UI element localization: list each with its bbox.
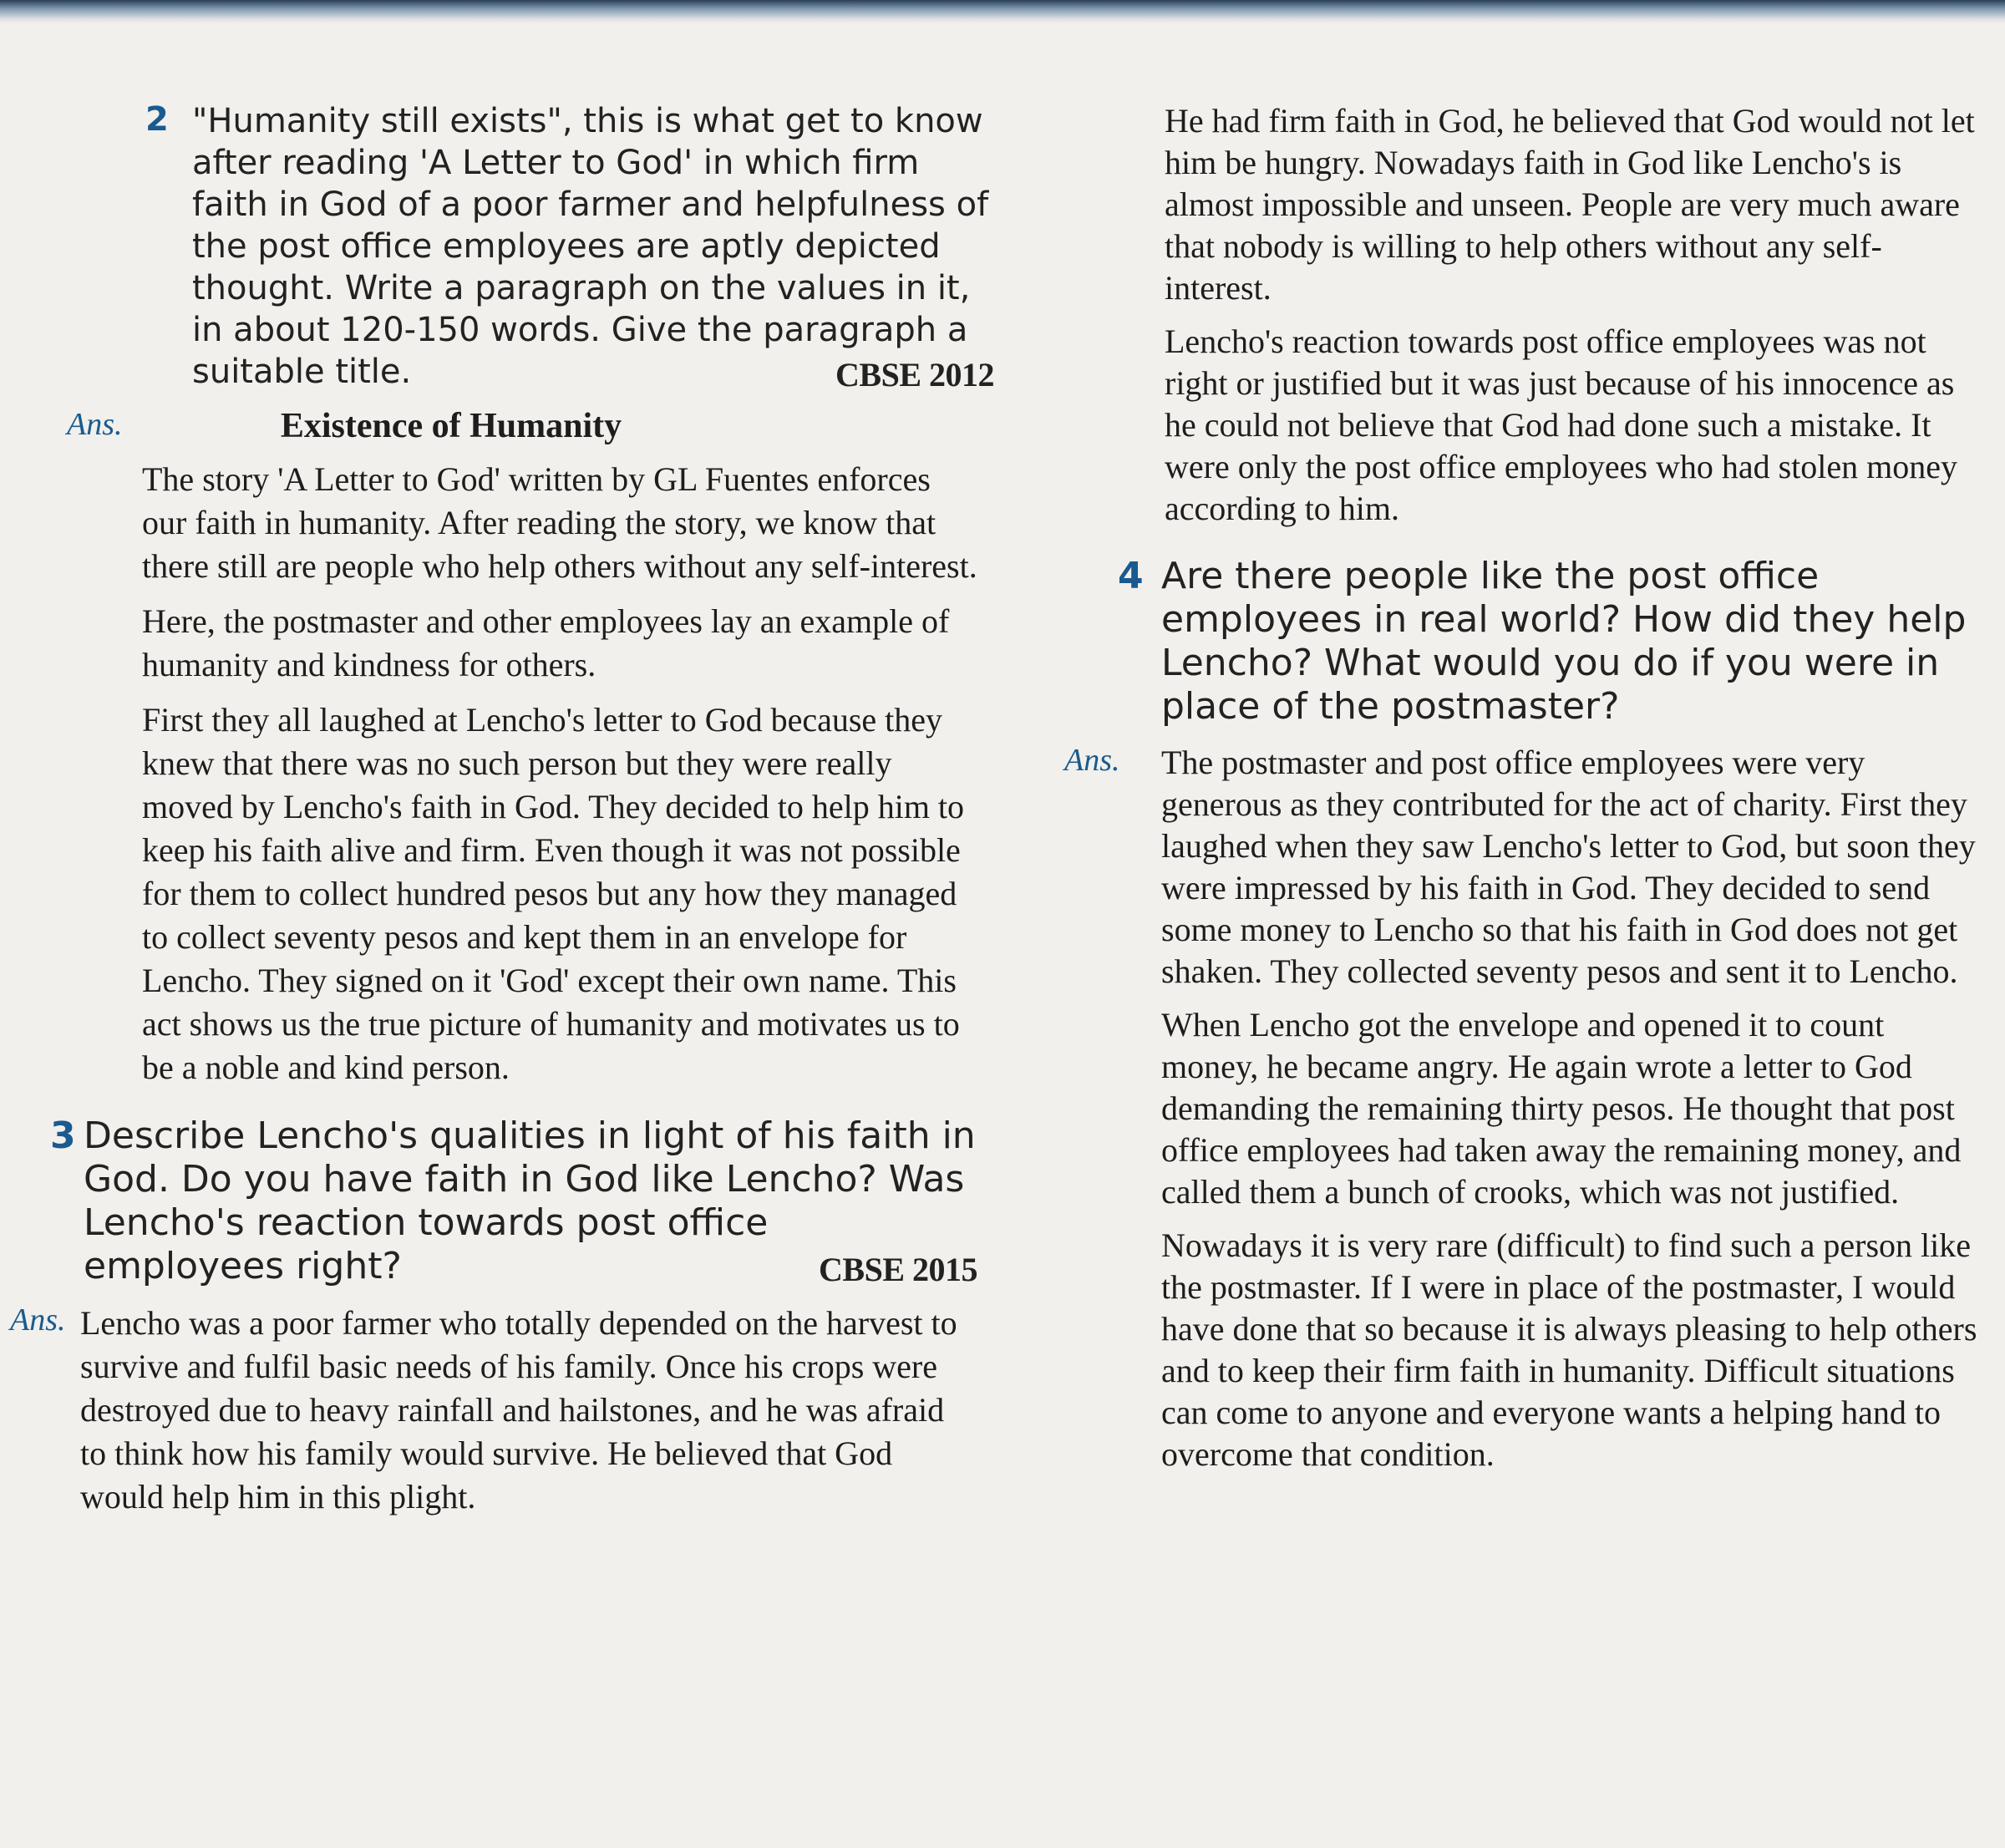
answer-3: [10, 1302, 994, 1519]
answer-paragraph: He had firm faith in God, he believed that God would not let him be hungry. Nowadays faith in God like Lencho's is almost impossible and unseen. People are very much aware that nobody is willing to help others without any self-interest.: [1165, 102, 1975, 307]
question-text: [84, 1114, 994, 1288]
question-number: 3: [50, 1114, 76, 1157]
answer-paragraph: The postmaster and post office employees were very generous as they contributed for the act of charity. First they laughed when they saw Lencho's letter to God, but soon they were impressed by his faith in God. They decided to send some money to Lencho so that his faith in God does not get shaken. They collected seventy pesos and sent it to Lencho.: [1161, 744, 1976, 990]
page-top-border: [0, 0, 2005, 23]
right-column: [1064, 100, 1988, 1487]
answer-label: Ans.: [67, 407, 123, 442]
answer-2: [33, 406, 994, 1089]
answer-label: Ans.: [1064, 743, 1120, 778]
question-3-text: Describe Lencho's qualities in light of his faith in God. Do you have faith in God like Lencho? Was Lencho's reaction towards post office employees right?: [84, 1114, 976, 1287]
question-2-text: "Humanity still exists", this is what get to know after reading 'A Letter to God' in which firm faith in God of a poor farmer and helpfulness of the post office employees are aptly depicted thought. Write a paragraph on the values in it, in about 120-150 words. Give the paragraph a suitable title.: [192, 102, 989, 391]
answer-paragraph: The story 'A Letter to God' written by GL Fuentes enforces our faith in humanity. After reading the story, we know that there still are people who help others without any self-interest.: [142, 460, 977, 585]
question-number: 4: [1118, 555, 1144, 597]
answer-paragraph: When Lencho got the envelope and opened it to count money, he became angry. He again wrote a letter to God demanding the remaining thirty pesos. He thought that post office employees had taken away the remaining money, and called them a bunch of crooks, which was not justified.: [1161, 1006, 1962, 1211]
answer-label: Ans.: [10, 1302, 66, 1338]
answer-paragraph: Here, the postmaster and other employees lay an example of humanity and kindness for others.: [142, 602, 950, 683]
answer-paragraph: Nowadays it is very rare (difficult) to find such a person like the postmaster. If I were in place of the postmaster, I would have done that so because it is always pleasing to help others and to keep their firm faith in humanity. Difficult situations can come to anyone and everyone wants a helping hand to overcome that condition.: [1161, 1226, 1977, 1473]
question-text: [159, 100, 994, 393]
answer-paragraph: Lencho was a poor farmer who totally depended on the harvest to survive and fulfil basic needs of his family. Once his crops were destroyed due to heavy rainfall and hailstones, and he was afraid to think how his family would survive. He believed that God would help him in this plight.: [80, 1304, 957, 1515]
question-text: Are there people like the post office employees in real world? How did they help Lencho? What would you do if you were in place of the postmaster?: [1161, 555, 1967, 728]
question-number: 2: [145, 100, 169, 139]
exam-tag: CBSE 2015: [819, 1251, 977, 1288]
question-4: [1118, 555, 1988, 729]
question-3: [33, 1114, 994, 1288]
exam-tag: CBSE 2012: [835, 356, 994, 393]
answer-title: Existence of Humanity: [280, 407, 622, 445]
left-column: [10, 100, 994, 1531]
answer-3-continued: [1136, 100, 1988, 530]
answer-paragraph: First they all laughed at Lencho's letter to God because they knew that there was no such person but they were really moved by Lencho's faith in God. They decided to help him to keep his faith alive and firm. Even though it was not possible for them to collect hundred pesos but any how they managed to collect seventy pesos and kept them in an envelope for Lencho. They signed on it 'God' except their own name. This act shows us the true picture of humanity and motivates us to be a noble and kind person.: [142, 701, 965, 1086]
answer-paragraph: Lencho's reaction towards post office employees was not right or justified but it was just because of his innocence as he could not believe that God had done such a mistake. It were only the post office employees who had stolen money according to him.: [1165, 322, 1958, 527]
answer-4: [1064, 742, 1988, 1475]
question-2: [33, 100, 994, 393]
